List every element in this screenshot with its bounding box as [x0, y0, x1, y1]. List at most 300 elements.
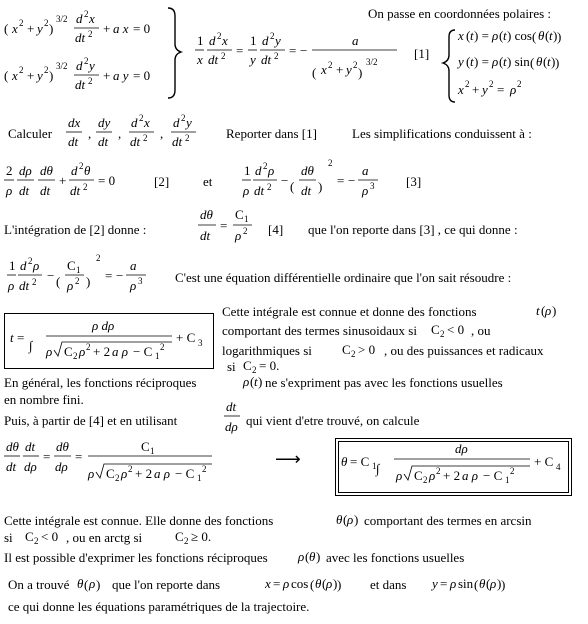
- svg-text:< 0: < 0: [41, 529, 59, 544]
- svg-text:C: C: [431, 322, 440, 337]
- svg-text:d: d: [71, 163, 78, 178]
- svg-text:d: d: [173, 115, 180, 130]
- svg-text:x: x: [222, 33, 228, 48]
- box1-line3b: , ou des puissances et radicaux: [384, 343, 544, 358]
- svg-text:ρ: ρ: [8, 278, 15, 293]
- svg-text:2: 2: [202, 464, 207, 474]
- formula-box-theta-inner: [338, 441, 569, 493]
- svg-text:2: 2: [28, 256, 33, 266]
- svg-text:1: 1: [197, 33, 204, 48]
- svg-text:dt: dt: [70, 183, 81, 198]
- svg-text:a ρ: a ρ: [462, 468, 478, 483]
- svg-text:= C: = C: [350, 454, 370, 469]
- svg-text:a ρ: a ρ: [112, 344, 128, 359]
- svg-text:) cos: ) cos: [507, 28, 532, 43]
- svg-text:C: C: [235, 207, 244, 222]
- svg-text:2: 2: [34, 536, 39, 546]
- box1-line4a: si: [227, 359, 236, 374]
- svg-text:(: (: [4, 68, 9, 83]
- svg-text:(: (: [499, 28, 504, 43]
- svg-text:dt: dt: [172, 134, 183, 149]
- svg-text:): ): [358, 65, 363, 80]
- equation-3: [242, 158, 378, 198]
- svg-text:(: (: [312, 65, 317, 80]
- svg-text:a y: a y: [113, 68, 129, 83]
- svg-text:dt: dt: [254, 183, 265, 198]
- svg-text:): ): [49, 68, 54, 83]
- known-line2a: si: [4, 530, 13, 545]
- svg-text:2: 2: [181, 113, 186, 123]
- svg-text:=: =: [236, 43, 244, 58]
- svg-text:2: 2: [517, 79, 522, 89]
- equation-dtheta-drho: [4, 439, 212, 483]
- ref-2: [2]: [154, 174, 170, 189]
- svg-text:t: t: [470, 54, 474, 69]
- svg-text:2: 2: [44, 65, 49, 75]
- svg-text:2: 2: [139, 113, 144, 123]
- svg-text:): ): [96, 577, 101, 592]
- equation-system-y: [4, 56, 150, 92]
- svg-text:dθ: dθ: [56, 439, 69, 454]
- svg-text:(: (: [322, 576, 327, 591]
- svg-text:2: 2: [184, 536, 189, 546]
- svg-text:+: +: [336, 62, 344, 77]
- svg-text:θ: θ: [536, 54, 543, 69]
- svg-text:=: =: [440, 576, 448, 591]
- svg-text:d: d: [76, 11, 83, 26]
- equation-system-x: [4, 9, 150, 45]
- svg-text:y: y: [37, 68, 43, 83]
- svg-text:2: 2: [270, 31, 275, 41]
- svg-text:dt: dt: [208, 52, 219, 67]
- svg-text:): ): [555, 55, 560, 70]
- svg-text:dt: dt: [98, 134, 109, 149]
- known-line2b: , ou en arctg si: [66, 530, 143, 545]
- svg-text:x: x: [89, 11, 95, 26]
- svg-text:dx: dx: [68, 115, 81, 130]
- general-line1b: ne s'expriment pas avec les fonctions usuelles: [265, 375, 503, 390]
- svg-text:3/2: 3/2: [56, 61, 68, 71]
- svg-text:4: 4: [556, 462, 561, 472]
- svg-text:d: d: [262, 33, 269, 48]
- svg-text:= 0: = 0: [133, 68, 151, 83]
- svg-text:y: y: [37, 21, 43, 36]
- svg-text:ρ: ρ: [492, 54, 499, 69]
- svg-text:2: 2: [353, 60, 358, 70]
- svg-text:ρ: ρ: [490, 576, 497, 591]
- svg-text:1: 1: [76, 265, 81, 275]
- svg-text:y: y: [432, 576, 438, 591]
- svg-text:+ 2: + 2: [443, 468, 461, 483]
- svg-text:2: 2: [351, 349, 356, 359]
- svg-text:dt: dt: [40, 183, 51, 198]
- svg-text:x: x: [321, 62, 327, 77]
- svg-text:dθ: dθ: [200, 207, 213, 222]
- polar-system: [456, 28, 561, 97]
- svg-text:−: −: [348, 173, 356, 188]
- svg-text:,: ,: [88, 126, 92, 141]
- svg-text:t: t: [503, 28, 507, 43]
- svg-text:a x: a x: [113, 21, 129, 36]
- polar-intro: On passe en coordonnées polaires :: [368, 6, 552, 21]
- svg-text:2: 2: [143, 133, 148, 143]
- svg-text:(: (: [290, 179, 295, 194]
- svg-text:t: t: [547, 54, 551, 69]
- svg-text:2: 2: [88, 76, 93, 86]
- svg-text:2: 2: [274, 51, 279, 61]
- svg-text:− C: − C: [175, 466, 195, 481]
- svg-text:> 0: > 0: [358, 342, 376, 357]
- svg-text:+ C: + C: [534, 454, 554, 469]
- svg-text:y: y: [275, 33, 281, 48]
- svg-text:θ: θ: [309, 549, 316, 564]
- svg-text:a ρ: a ρ: [154, 466, 170, 481]
- svg-text:2: 2: [510, 466, 515, 476]
- svg-text:dt: dt: [226, 399, 237, 414]
- svg-text:t: t: [536, 303, 540, 318]
- svg-text:ρ: ρ: [326, 576, 333, 591]
- svg-text:2: 2: [160, 342, 165, 352]
- svg-text:2: 2: [6, 163, 13, 178]
- svg-text:2: 2: [44, 18, 49, 28]
- svg-text:) sin: ) sin: [507, 54, 530, 69]
- svg-text:ρ: ρ: [89, 576, 96, 591]
- svg-text:1: 1: [250, 33, 257, 48]
- svg-text:2: 2: [96, 253, 101, 263]
- svg-text:d: d: [209, 33, 216, 48]
- svg-text:t: t: [503, 54, 507, 69]
- svg-text:dt: dt: [301, 183, 312, 198]
- svg-text:(: (: [56, 274, 61, 289]
- ode-text: C'est une équation différentielle ordinaire que l'on sait résoudre :: [175, 270, 512, 285]
- svg-text:ρ: ρ: [121, 466, 128, 481]
- svg-text:t: t: [549, 28, 553, 43]
- svg-text:2: 2: [263, 161, 268, 171]
- svg-text:): ): [337, 577, 342, 592]
- svg-text:dt: dt: [68, 134, 79, 149]
- svg-text:): ): [501, 577, 506, 592]
- equation-2: [4, 161, 115, 198]
- svg-text:t: t: [470, 28, 474, 43]
- svg-text:C: C: [243, 358, 252, 373]
- svg-text:sin: sin: [458, 576, 474, 591]
- svg-text:dθ: dθ: [40, 163, 53, 178]
- svg-text:2: 2: [440, 329, 445, 339]
- svg-text:a: a: [352, 33, 359, 48]
- svg-text:(: (: [545, 28, 550, 43]
- svg-text:): ): [258, 374, 263, 389]
- svg-text:+: +: [27, 68, 35, 83]
- and-word: et: [203, 174, 213, 189]
- svg-text:− C: − C: [483, 468, 503, 483]
- svg-text:): ): [354, 512, 359, 527]
- svg-text:C: C: [25, 529, 34, 544]
- svg-text:(: (: [4, 21, 9, 36]
- fraction-dt-drho: [224, 399, 240, 434]
- possible-line: Il est possible d'exprimer les fonctions réciproques: [4, 550, 268, 565]
- svg-text:y: y: [89, 58, 95, 73]
- general-line1a: En général, les fonctions réciproques: [4, 375, 197, 390]
- svg-text:2: 2: [84, 9, 89, 19]
- ref-1: [1]: [414, 46, 430, 61]
- svg-text:y: y: [482, 82, 488, 97]
- svg-text:2: 2: [436, 466, 441, 476]
- svg-text:y: y: [458, 54, 464, 69]
- derivatives-list: [66, 113, 196, 149]
- svg-text:< 0: < 0: [447, 322, 465, 337]
- svg-text:2: 2: [328, 60, 333, 70]
- svg-text:C: C: [342, 342, 351, 357]
- svg-text:+ C: + C: [176, 330, 196, 345]
- svg-text:dt: dt: [75, 77, 86, 92]
- svg-text:−: −: [281, 173, 289, 188]
- svg-text:2: 2: [243, 226, 248, 236]
- svg-text:x: x: [144, 115, 150, 130]
- svg-text:∫: ∫: [29, 338, 33, 353]
- svg-text:ρ: ρ: [492, 28, 499, 43]
- equation-combined: [195, 31, 397, 80]
- svg-text:): ): [86, 274, 91, 289]
- known-line1b: comportant des termes en arcsin: [364, 513, 532, 528]
- svg-text:dt: dt: [19, 278, 30, 293]
- svg-text:+: +: [103, 68, 111, 83]
- svg-text:ρ: ρ: [283, 576, 290, 591]
- svg-text:2: 2: [79, 161, 84, 171]
- svg-text:2: 2: [423, 475, 428, 485]
- svg-text:ρ: ρ: [235, 228, 242, 243]
- svg-text:dt: dt: [130, 134, 141, 149]
- svg-text:(: (: [343, 512, 348, 527]
- svg-text:d: d: [255, 163, 262, 178]
- svg-text:a: a: [362, 163, 369, 178]
- simplifications: Les simplifications conduissent à :: [352, 126, 532, 141]
- svg-text:(: (: [541, 303, 546, 318]
- svg-text:y: y: [250, 52, 256, 67]
- svg-text:2: 2: [267, 182, 272, 192]
- svg-text:(: (: [530, 55, 535, 70]
- arrow-icon: ⟶: [275, 449, 301, 469]
- equation-ode: [7, 253, 146, 293]
- svg-text:ρ: ρ: [268, 163, 275, 178]
- puis-line: Puis, à partir de [4] et en utilisant: [4, 413, 178, 428]
- svg-text:= 0: = 0: [98, 173, 116, 188]
- box1-line1: Cette intégrale est connue et donne des fonctions: [222, 304, 477, 319]
- svg-text:ρ: ρ: [88, 466, 95, 481]
- svg-text:x: x: [12, 21, 18, 36]
- svg-text:y: y: [186, 115, 192, 130]
- svg-text:θ: θ: [479, 576, 486, 591]
- svg-text:θ: θ: [315, 576, 322, 591]
- svg-text:ρ: ρ: [130, 278, 137, 293]
- found-line1c: et dans: [370, 577, 407, 592]
- svg-text:2: 2: [221, 51, 226, 61]
- svg-text:dθ: dθ: [301, 163, 314, 178]
- integration-prefix: L'intégration de [2] donne :: [4, 222, 147, 237]
- svg-text:(: (: [499, 54, 504, 69]
- svg-text:d: d: [76, 58, 83, 73]
- svg-text:(: (: [532, 29, 537, 44]
- svg-text:(: (: [466, 28, 471, 43]
- svg-text:=: =: [105, 268, 113, 283]
- puis-line2: qui vient d'etre trouvé, on calcule: [246, 413, 420, 428]
- svg-text:2: 2: [328, 158, 333, 168]
- svg-text:C: C: [106, 466, 115, 481]
- report-suffix: que l'on reporte dans [3] , ce qui donne :: [308, 222, 518, 237]
- svg-text:ρ: ρ: [79, 344, 86, 359]
- svg-text:2: 2: [75, 276, 80, 286]
- compute-label: Calculer: [8, 126, 53, 141]
- svg-text:= 0: = 0: [133, 21, 151, 36]
- svg-text:C: C: [67, 258, 76, 273]
- svg-text:ρ: ρ: [362, 183, 369, 198]
- svg-text:=: =: [497, 82, 505, 97]
- svg-text:(: (: [543, 54, 548, 69]
- svg-text:3/2: 3/2: [366, 57, 378, 67]
- svg-text:ρ: ρ: [243, 183, 250, 198]
- svg-text:2: 2: [489, 79, 494, 89]
- svg-text:2: 2: [84, 56, 89, 66]
- svg-text:=: =: [43, 449, 51, 464]
- svg-text:≥ 0.: ≥ 0.: [191, 529, 212, 544]
- svg-text:(: (: [486, 576, 491, 591]
- svg-text:): ): [497, 576, 502, 591]
- svg-text:ρ: ρ: [510, 82, 517, 97]
- svg-text:(: (: [84, 577, 89, 592]
- svg-text:∫: ∫: [376, 461, 380, 476]
- svg-text:3: 3: [370, 181, 375, 191]
- svg-text:d: d: [131, 115, 138, 130]
- ref-4: [4]: [268, 222, 284, 237]
- svg-text:dρ: dρ: [19, 163, 32, 178]
- svg-text:2: 2: [128, 464, 133, 474]
- found-line2: ce qui donne les équations paramétriques de la trajectoire.: [8, 599, 310, 614]
- svg-text:ρ: ρ: [67, 278, 74, 293]
- svg-text:dt: dt: [19, 183, 30, 198]
- svg-text:− C: − C: [133, 344, 153, 359]
- svg-text:1: 1: [150, 446, 155, 456]
- svg-text:2: 2: [19, 65, 24, 75]
- svg-text:ρ dρ: ρ dρ: [92, 318, 115, 333]
- svg-text:θ: θ: [341, 454, 348, 469]
- svg-text:2: 2: [252, 365, 257, 375]
- svg-text:2: 2: [115, 473, 120, 483]
- svg-text:2: 2: [73, 351, 78, 361]
- formula-box-t: [4, 313, 214, 369]
- svg-text:ρ: ρ: [46, 344, 53, 359]
- svg-text:1: 1: [372, 461, 377, 471]
- svg-text:2: 2: [19, 18, 24, 28]
- svg-text:dt: dt: [261, 52, 272, 67]
- svg-text:3: 3: [138, 276, 143, 286]
- svg-text:=: =: [75, 449, 83, 464]
- report-1: Reporter dans [1]: [226, 126, 317, 141]
- svg-text:): ): [49, 21, 54, 36]
- svg-text:dt: dt: [25, 439, 36, 454]
- svg-text:t: t: [10, 330, 14, 345]
- svg-text:): ): [551, 54, 556, 69]
- svg-text:2: 2: [88, 29, 93, 39]
- svg-text:cos: cos: [291, 576, 309, 591]
- svg-text:1: 1: [244, 163, 251, 178]
- svg-text:ρ: ρ: [33, 258, 40, 273]
- svg-text:+ 2: + 2: [135, 466, 153, 481]
- svg-text:−: −: [300, 43, 308, 58]
- known-line1a: Cette intégrale est connue. Elle donne des fonctions: [4, 513, 274, 528]
- svg-text:dρ: dρ: [225, 419, 238, 434]
- svg-text:2: 2: [86, 342, 91, 352]
- svg-text:): ): [557, 29, 562, 44]
- svg-text:θ: θ: [77, 576, 84, 591]
- svg-text:2: 2: [185, 133, 190, 143]
- svg-text:=: =: [220, 218, 228, 233]
- svg-text:+: +: [59, 173, 67, 188]
- svg-text:1: 1: [244, 214, 249, 224]
- svg-text:+: +: [472, 82, 480, 97]
- svg-text:ρ: ρ: [243, 374, 250, 389]
- svg-text:ρ: ρ: [396, 468, 403, 483]
- svg-text:dy: dy: [98, 115, 111, 130]
- svg-text:=: =: [17, 330, 25, 345]
- svg-text:d: d: [20, 258, 27, 273]
- svg-text:=: =: [289, 43, 297, 58]
- svg-text:): ): [552, 303, 557, 318]
- possible-line2: avec les fonctions usuelles: [326, 550, 465, 565]
- svg-text:+: +: [103, 21, 111, 36]
- svg-text:θ: θ: [538, 28, 545, 43]
- svg-text:−: −: [47, 268, 55, 283]
- svg-text:θ: θ: [84, 163, 91, 178]
- svg-text:a: a: [130, 258, 137, 273]
- svg-text:C: C: [414, 468, 423, 483]
- svg-text:dt: dt: [75, 30, 86, 45]
- svg-text:(: (: [310, 577, 315, 592]
- svg-text:): ): [316, 549, 321, 564]
- svg-text:): ): [318, 179, 323, 194]
- svg-text:x: x: [197, 52, 203, 67]
- found-line1b: que l'on reporte dans: [112, 577, 221, 592]
- svg-text:(: (: [466, 54, 471, 69]
- svg-text:1: 1: [197, 473, 202, 483]
- svg-text:C: C: [64, 344, 73, 359]
- svg-text:+ 2: + 2: [93, 344, 111, 359]
- svg-text:y: y: [346, 62, 352, 77]
- svg-text:x: x: [458, 28, 464, 43]
- svg-text:): ): [553, 28, 558, 43]
- svg-text:2: 2: [32, 277, 37, 287]
- svg-text:=: =: [273, 576, 281, 591]
- svg-text:(: (: [305, 549, 310, 564]
- svg-text:ρ: ρ: [298, 549, 305, 564]
- svg-text:= 0.: = 0.: [259, 358, 280, 373]
- svg-text:ρ: ρ: [6, 183, 13, 198]
- svg-text:θ: θ: [336, 512, 343, 527]
- equation-4: [198, 207, 252, 243]
- svg-text:x: x: [12, 68, 18, 83]
- svg-text:,: ,: [160, 126, 164, 141]
- svg-text:): ): [333, 576, 338, 591]
- svg-text:dθ: dθ: [6, 439, 19, 454]
- svg-text:,: ,: [118, 126, 122, 141]
- svg-text:x: x: [265, 576, 271, 591]
- svg-text:(: (: [474, 577, 479, 592]
- svg-text:) =: ) =: [474, 28, 489, 43]
- svg-text:3: 3: [198, 338, 203, 348]
- ref-3: [3]: [406, 174, 422, 189]
- svg-text:−: −: [116, 268, 124, 283]
- svg-text:3/2: 3/2: [56, 14, 68, 24]
- svg-text:1: 1: [505, 475, 510, 485]
- svg-text:1: 1: [155, 351, 160, 361]
